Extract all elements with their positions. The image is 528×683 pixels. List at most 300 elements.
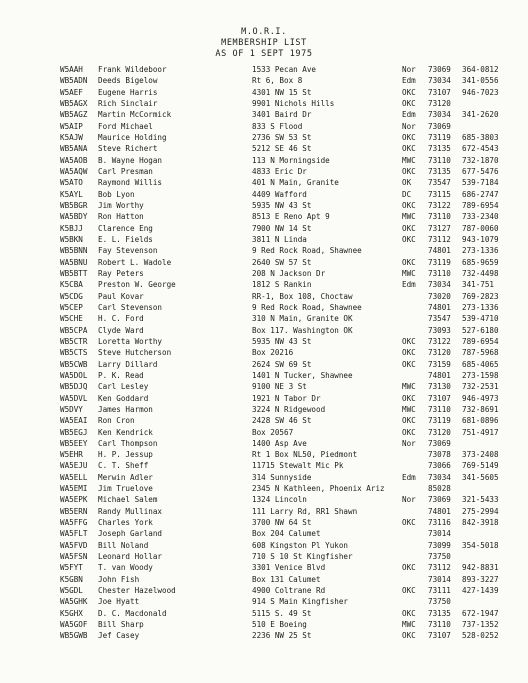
callsign: WB5GWB [60,631,88,641]
zip-code: 73122 [428,200,451,210]
address: 4409 Wafford [252,189,307,199]
phone-number: 685-4065 [462,359,499,369]
phone-number: 686-2747 [462,189,499,199]
address: 208 N Jackson Dr [252,268,326,278]
member-name: Raymond Willis [98,178,163,188]
member-name: Michael Salem [98,495,158,505]
address: 4301 NW 15 St [252,87,312,97]
member-row [0,438,528,449]
member-name: John Fish [98,574,140,584]
member-row [0,132,528,143]
address: 9 Red Rock Road, Shawnee [252,246,362,256]
city: Edm [402,110,416,120]
member-name: Ford Michael [98,121,153,131]
callsign: W5AIP [60,121,83,131]
phone-number: 528-0252 [462,631,499,641]
address: 3401 Baird Dr [252,110,312,120]
callsign: K5GBN [60,574,83,584]
city: Edm [402,76,416,86]
callsign: WA5AQW [60,166,88,176]
callsign: W5CHE [60,314,83,324]
zip-code: 73069 [428,65,451,74]
member-row [0,517,528,528]
member-name: Ron Cron [98,416,135,426]
zip-code: 73750 [428,597,451,607]
callsign: WB5AGX [60,98,88,108]
member-row [0,223,528,234]
zip-code: 73020 [428,291,451,301]
callsign: WA5BDY [60,212,88,222]
callsign: WA5FLT [60,529,88,539]
callsign: W5ATO [60,178,83,188]
zip-code: 73014 [428,574,451,584]
callsign: WB5BTT [60,268,88,278]
zip-code: 73110 [428,620,451,630]
phone-number: 751-4917 [462,427,499,437]
callsign: K5AYL [60,189,83,199]
callsign: WA5EJU [60,461,88,471]
callsign: W5CDG [60,291,83,301]
address: Rt 6, Box 8 [252,76,303,86]
city: MWC [402,620,416,630]
callsign: WB5CTR [60,336,88,346]
address: Box 20216 [252,348,294,358]
member-name: Charles York [98,518,153,528]
callsign: WB5EGJ [60,427,88,437]
zip-code: 73547 [428,178,451,188]
zip-code: 73750 [428,552,451,562]
zip-code: 73093 [428,325,451,335]
phone-number: 275-2994 [462,506,499,516]
zip-code: 74801 [428,302,451,312]
phone-number: 321-5433 [462,495,499,505]
zip-code: 73120 [428,427,451,437]
member-name: Frank Wildeboor [98,65,167,74]
member-row [0,370,528,381]
phone-number: 685-9659 [462,257,499,267]
member-row [0,200,528,211]
zip-code: 73034 [428,76,451,86]
member-row [0,98,528,109]
city: OKC [402,166,416,176]
city: Nor [402,438,416,448]
phone-number: 373-2408 [462,450,499,460]
member-name: Deeds Bigelow [98,76,158,86]
address: 1921 N Tabor Dr [252,393,321,403]
member-name: Loretta Worthy [98,336,163,346]
zip-code: 73116 [428,518,451,528]
callsign: W5CEP [60,302,83,312]
callsign: W5GDL [60,586,83,596]
city: OKC [402,336,416,346]
member-name: Ray Peters [98,268,144,278]
member-row [0,596,528,607]
member-row [0,313,528,324]
callsign: WA5DOL [60,370,88,380]
callsign: WA5EAI [60,416,88,426]
address: 4900 Coltrane Rd [252,586,326,596]
zip-code: 73111 [428,586,451,596]
address: Box 20567 [252,427,294,437]
callsign: WA5ELL [60,472,88,482]
address: 710 S 10 St Kingfisher [252,552,353,562]
zip-code: 73119 [428,257,451,267]
address: 1533 Pecan Ave [252,65,317,74]
member-row [0,472,528,483]
city: Nor [402,121,416,131]
member-name: Robert L. Wadole [98,257,172,267]
address: 113 N Morningside [252,155,330,165]
member-row [0,257,528,268]
callsign: WA5FVD [60,540,88,550]
phone-number: 946-7023 [462,87,499,97]
address: 9 Red Rock Road, Shawnee [252,302,362,312]
zip-code: 73120 [428,98,451,108]
phone-number: 672-4543 [462,144,499,154]
callsign: WA5FSN [60,552,88,562]
zip-code: 73135 [428,144,451,154]
member-name: Jim Truelove [98,484,153,494]
member-row [0,630,528,641]
zip-code: 74801 [428,370,451,380]
callsign: W5AEF [60,87,83,97]
member-name: Bill Sharp [98,620,144,630]
member-row [0,494,528,505]
member-row [0,528,528,539]
phone-number: 946-4973 [462,393,499,403]
member-name: Ken Goddard [98,393,149,403]
address: 8513 E Reno Apt 9 [252,212,330,222]
phone-number: 677-5476 [462,166,499,176]
zip-code: 73034 [428,110,451,120]
callsign: WB5CWB [60,359,88,369]
phone-number: 787-5968 [462,348,499,358]
city: Nor [402,65,416,74]
address: 9901 Nichols Hills [252,98,335,108]
city: OKC [402,98,416,108]
member-row [0,234,528,245]
callsign: WA5DVL [60,393,88,403]
member-row [0,211,528,222]
phone-number: 732-4498 [462,268,499,278]
address: 3224 N Ridgewood [252,404,326,414]
phone-number: 341-751 [462,280,495,290]
phone-number: 737-1352 [462,620,499,630]
callsign: WB5ADN [60,76,88,86]
address: Box 117. Washington OK [252,325,353,335]
phone-number: 842-3918 [462,518,499,528]
member-row [0,336,528,347]
callsign: WB5BGR [60,200,88,210]
member-name: Bob Lyon [98,189,135,199]
city: OKC [402,427,416,437]
address: Box 131 Calumet [252,574,321,584]
member-row [0,302,528,313]
callsign: WB5AGZ [60,110,88,120]
zip-code: 73107 [428,393,451,403]
address: 5115 S. 49 St [252,608,312,618]
address: Rt 1 Box NL50, Piedmont [252,450,358,460]
callsign: K5CBA [60,280,83,290]
member-name: Carl Thompson [98,438,158,448]
phone-number: 681-0896 [462,416,499,426]
member-name: Randy Mullinax [98,506,163,516]
member-name: Chester Hazelwood [98,586,176,596]
address: Box 204 Calumet [252,529,321,539]
city: OKC [402,416,416,426]
member-name: Martin McCormick [98,110,172,120]
city: MWC [402,155,416,165]
city: OKC [402,200,416,210]
member-name: Carl Lesley [98,382,149,392]
callsign: WB5ERN [60,506,88,516]
member-row [0,483,528,494]
city: OKC [402,257,416,267]
member-name: Carl Stevenson [98,302,163,312]
zip-code: 73099 [428,540,451,550]
address: 4833 Eric Dr [252,166,307,176]
address: 310 N Main, Granite OK [252,314,353,324]
member-name: B. Wayne Hogan [98,155,163,165]
city: OKC [402,234,416,244]
address: 833 S Flood [252,121,303,131]
address: 9100 NE 3 St [252,382,307,392]
phone-number: 789-6954 [462,336,499,346]
callsign: WB5CTS [60,348,88,358]
city: MWC [402,212,416,222]
phone-number: 273-1336 [462,302,499,312]
member-row [0,279,528,290]
member-name: Ron Hatton [98,212,144,222]
zip-code: 73119 [428,416,451,426]
callsign: W5DVY [60,404,83,414]
zip-code: 73069 [428,495,451,505]
member-row [0,121,528,132]
member-row [0,189,528,200]
zip-code: 73034 [428,280,451,290]
member-name: Clarence Eng [98,223,153,233]
zip-code: 73112 [428,563,451,573]
zip-code: 73078 [428,450,451,460]
phone-number: 787-0060 [462,223,499,233]
address: 5935 NW 43 St [252,336,312,346]
callsign: K5BJJ [60,223,83,233]
member-name: H. C. Ford [98,314,144,324]
member-name: Paul Kovar [98,291,144,301]
member-row [0,404,528,415]
member-row [0,75,528,86]
zip-code: 73110 [428,212,451,222]
zip-code: 73115 [428,189,451,199]
address: 3301 Venice Blvd [252,563,326,573]
address: 5212 SE 46 St [252,144,312,154]
address: 2640 SW 57 St [252,257,312,267]
callsign: WA5AOB [60,155,88,165]
address: 1812 S Rankin [252,280,312,290]
zip-code: 73110 [428,155,451,165]
zip-code: 73110 [428,404,451,414]
list-date: AS OF 1 SEPT 1975 [215,49,313,59]
address: 3811 N Linda [252,234,307,244]
callsign: W5EHR [60,450,83,460]
member-name: Jim Worthy [98,200,144,210]
city: OKC [402,518,416,528]
member-name: Preston W. George [98,280,176,290]
member-row [0,143,528,154]
member-row [0,562,528,573]
phone-number: 789-6954 [462,200,499,210]
address: 2428 SW 46 St [252,416,312,426]
phone-number: 942-8831 [462,563,499,573]
phone-number: 527-6180 [462,325,499,335]
member-row [0,325,528,336]
member-name: C. T. Sheff [98,461,149,471]
callsign: WB5EEY [60,438,88,448]
city: Edm [402,280,416,290]
zip-code: 73130 [428,382,451,392]
callsign: WA5EMI [60,484,88,494]
city: OKC [402,359,416,369]
address: 1401 N Tucker, Shawnee [252,370,353,380]
member-table [0,64,528,642]
member-row [0,381,528,392]
phone-number: 364-0812 [462,65,499,74]
city: OKC [402,132,416,142]
callsign: WB5BNN [60,246,88,256]
member-name: Clyde Ward [98,325,144,335]
member-row [0,393,528,404]
list-title: MEMBERSHIP LIST [221,38,307,48]
callsign: W5FYT [60,563,83,573]
phone-number: 893-3227 [462,574,499,584]
address: 314 Sunnyside [252,472,312,482]
callsign: W5AAH [60,65,83,74]
phone-number: 341-0556 [462,76,499,86]
member-row [0,166,528,177]
member-row [0,155,528,166]
phone-number: 732-8691 [462,404,499,414]
zip-code: 73135 [428,166,451,176]
member-name: H. P. Jessup [98,450,153,460]
member-row [0,347,528,358]
zip-code: 73120 [428,348,451,358]
phone-number: 273-1598 [462,370,499,380]
city: OKC [402,563,416,573]
member-row [0,585,528,596]
phone-number: 672-1947 [462,608,499,618]
zip-code: 73135 [428,608,451,618]
member-name: Steve Richert [98,144,158,154]
callsign: WA5BNU [60,257,88,267]
member-row [0,64,528,75]
member-name: P. K. Read [98,370,144,380]
member-name: Maurice Holding [98,132,167,142]
callsign: K5AJW [60,132,83,142]
city: DC [402,189,412,199]
phone-number: 539-4710 [462,314,499,324]
phone-number: 427-1439 [462,586,499,596]
member-row [0,427,528,438]
city: OKC [402,608,416,618]
member-row [0,449,528,460]
phone-number: 341-2620 [462,110,499,120]
zip-code: 73159 [428,359,451,369]
callsign: WB5CPA [60,325,88,335]
address: 510 E Boeing [252,620,307,630]
member-name: E. L. Fields [98,234,153,244]
address: 11715 Stewalt Mic Pk [252,461,344,471]
member-row [0,177,528,188]
address: 7900 NW 14 St [252,223,312,233]
member-row [0,460,528,471]
member-name: T. van Woody [98,563,153,573]
phone-number: 273-1336 [462,246,499,256]
member-name: Carl Presman [98,166,153,176]
address: 2624 SW 69 St [252,359,312,369]
member-row [0,359,528,370]
callsign: WA5GHK [60,597,88,607]
member-row [0,574,528,585]
city: OKC [402,87,416,97]
address: 1400 Asp Ave [252,438,307,448]
zip-code: 73127 [428,223,451,233]
member-name: D. C. Macdonald [98,608,167,618]
address: 2236 NW 25 St [252,631,312,641]
zip-code: 73107 [428,87,451,97]
address: 1324 Lincoln [252,495,307,505]
address: RR-1, Box 108, Choctaw [252,291,353,301]
org-title: M.O.R.I. [241,27,287,37]
member-name: Bill Noland [98,540,149,550]
member-name: Joe Hyatt [98,597,140,607]
phone-number: 685-3803 [462,132,499,142]
callsign: WB5DJQ [60,382,88,392]
member-row [0,608,528,619]
zip-code: 73122 [428,336,451,346]
zip-code: 85028 [428,484,451,494]
callsign: W5BKN [60,234,83,244]
zip-code: 73066 [428,461,451,471]
city: OKC [402,223,416,233]
zip-code: 73014 [428,529,451,539]
member-name: Leonard Hollar [98,552,163,562]
city: Edm [402,472,416,482]
member-row [0,109,528,120]
city: OKC [402,631,416,641]
address: 401 N Main, Granite [252,178,339,188]
address: 111 Larry Rd, RR1 Shawn [252,506,358,516]
city: Nor [402,495,416,505]
member-row [0,245,528,256]
phone-number: 341-5605 [462,472,499,482]
member-row [0,268,528,279]
member-row [0,87,528,98]
city: OK [402,178,412,188]
callsign: WB5ANA [60,144,88,154]
address: 2736 SW 53 St [252,132,312,142]
phone-number: 769-2823 [462,291,499,301]
member-name: Larry Dillard [98,359,158,369]
member-name: Merwin Adler [98,472,153,482]
zip-code: 73110 [428,268,451,278]
city: MWC [402,268,416,278]
member-row [0,506,528,517]
member-name: Joseph Garland [98,529,163,539]
phone-number: 943-1079 [462,234,499,244]
phone-number: 733-2340 [462,212,499,222]
callsign: WA5GOF [60,620,88,630]
zip-code: 74801 [428,246,451,256]
